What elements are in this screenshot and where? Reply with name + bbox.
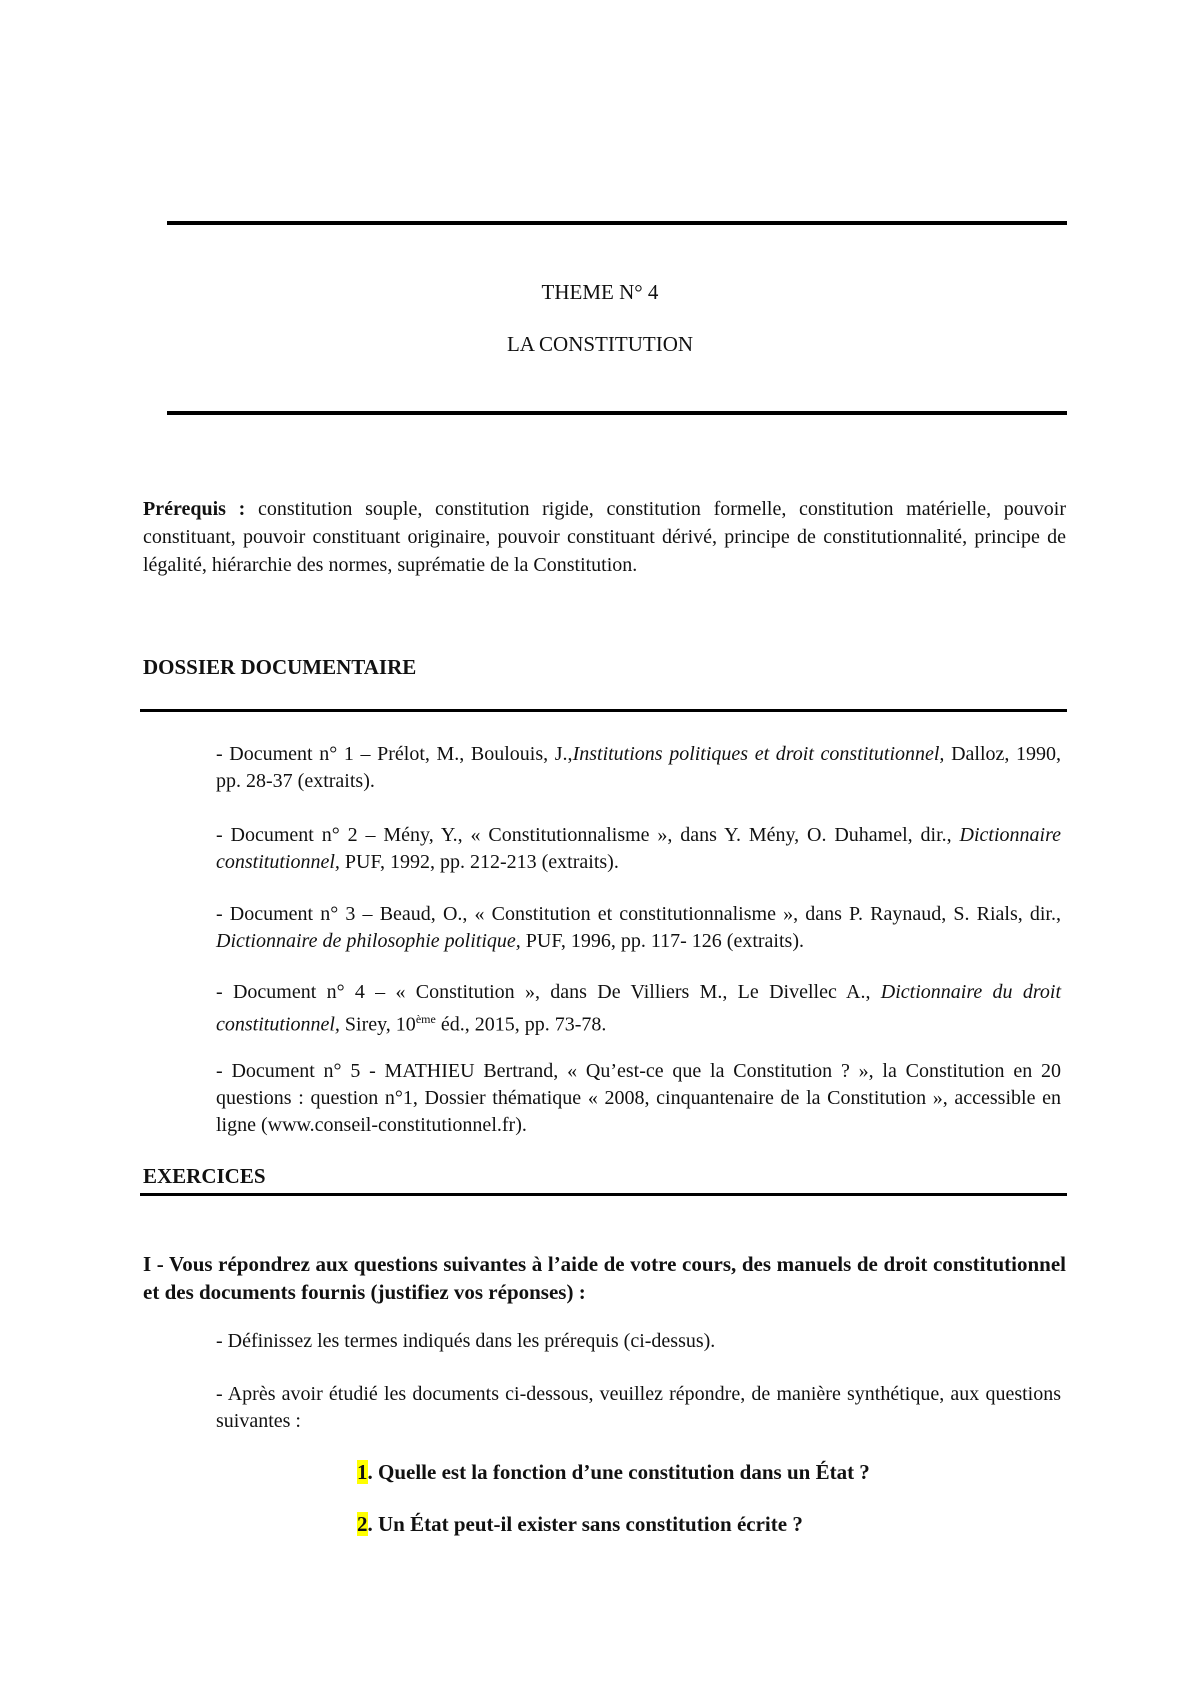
- document-4-text: - Document n° 4 – « Constitution », dans De Villiers M., Le Divellec A.,: [216, 981, 881, 1003]
- exercise-bullet-2: - Après avoir étudié les documents ci-dessous, veuillez répondre, de manière synthétique, aux questions suivantes :: [216, 1383, 1061, 1432]
- document-3-text: - Document n° 3 – Beaud, O., « Constitution et constitutionnalisme », dans P. Raynaud, S. Rials, dir.,: [216, 903, 1061, 925]
- document-4-superscript: ème: [415, 1012, 436, 1026]
- document-4-edition: éd., 2015, pp. 73-78.: [435, 1013, 607, 1036]
- document-2-text: - Document n° 2 – Mény, Y., « Constitutionnalisme », dans Y. Mény, O. Duhamel, dir.,: [216, 824, 960, 846]
- exercices-heading: EXERCICES: [143, 1164, 266, 1188]
- exercices-intro: I - Vous répondrez aux questions suivantes à l’aide de votre cours, des manuels de droit constitutionnel et des documents fournis (justifiez vos réponses) :: [143, 1252, 1066, 1304]
- exercices-rule: [140, 1193, 1067, 1196]
- document-1-title: Institutions politiques et droit constitutionnel,: [572, 743, 945, 765]
- document-item-5: [216, 1058, 1061, 1139]
- page-title: LA CONSTITUTION: [506, 332, 694, 356]
- prerequis-text: constitution souple, constitution rigide, constitution formelle, constitution matérielle, pouvoir constituant, pouvoir constituant originaire, pouvoir constituant dérivé, principe de constitutionnalité, principe de légalité, hiérarchie des normes, suprématie de la Constitution.: [143, 498, 1066, 576]
- title-bottom-rule: [167, 411, 1067, 415]
- document-4-source: Sirey, 10: [339, 1013, 416, 1036]
- question-1: [357, 1460, 870, 1485]
- document-1-text: - Document n° 1 – Prélot, M., Boulouis, J.,: [216, 743, 573, 765]
- document-3-source: PUF, 1996, pp. 117- 126 (extraits).: [520, 930, 804, 952]
- question-1-number: 1: [357, 1460, 368, 1484]
- question-1-text: . Quelle est la fonction d’une constitution dans un État ?: [367, 1460, 870, 1484]
- prerequis-paragraph: [143, 495, 1066, 579]
- document-2-title: Dictionnaire constitutionnel,: [216, 824, 1061, 873]
- document-5-text: - Document n° 5 - MATHIEU Bertrand, « Qu’est-ce que la Constitution ? », la Constitution en 20 questions : question n°1, Dossier thématique « 2008, cinquantenaire de la Constitution », accessible en ligne (www.conseil-constitutionnel.fr).: [216, 1060, 1061, 1136]
- question-2-number: 2: [357, 1512, 368, 1536]
- document-item-3: [216, 901, 1061, 955]
- document-1-source: Dalloz, 1990, pp. 28-37 (extraits).: [216, 743, 1062, 792]
- prerequis-label: Prérequis :: [143, 498, 246, 520]
- document-item-2: [216, 822, 1061, 876]
- document-item-1: [216, 741, 1061, 795]
- exercise-bullet-1: - Définissez les termes indiqués dans les prérequis (ci-dessus).: [216, 1330, 716, 1352]
- document-item-4: [216, 979, 1061, 1039]
- dossier-rule: [140, 709, 1067, 712]
- dossier-heading: DOSSIER DOCUMENTAIRE: [143, 655, 417, 679]
- question-2: [357, 1512, 803, 1537]
- top-rule: [167, 221, 1067, 225]
- question-2-text: . Un État peut-il exister sans constitution écrite ?: [367, 1512, 803, 1536]
- theme-number: THEME N° 4: [541, 280, 659, 304]
- document-2-source: PUF, 1992, pp. 212-213 (extraits).: [339, 851, 619, 873]
- document-4-title: Dictionnaire du droit constitutionnel,: [216, 981, 1062, 1036]
- document-3-title: Dictionnaire de philosophie politique,: [216, 930, 521, 952]
